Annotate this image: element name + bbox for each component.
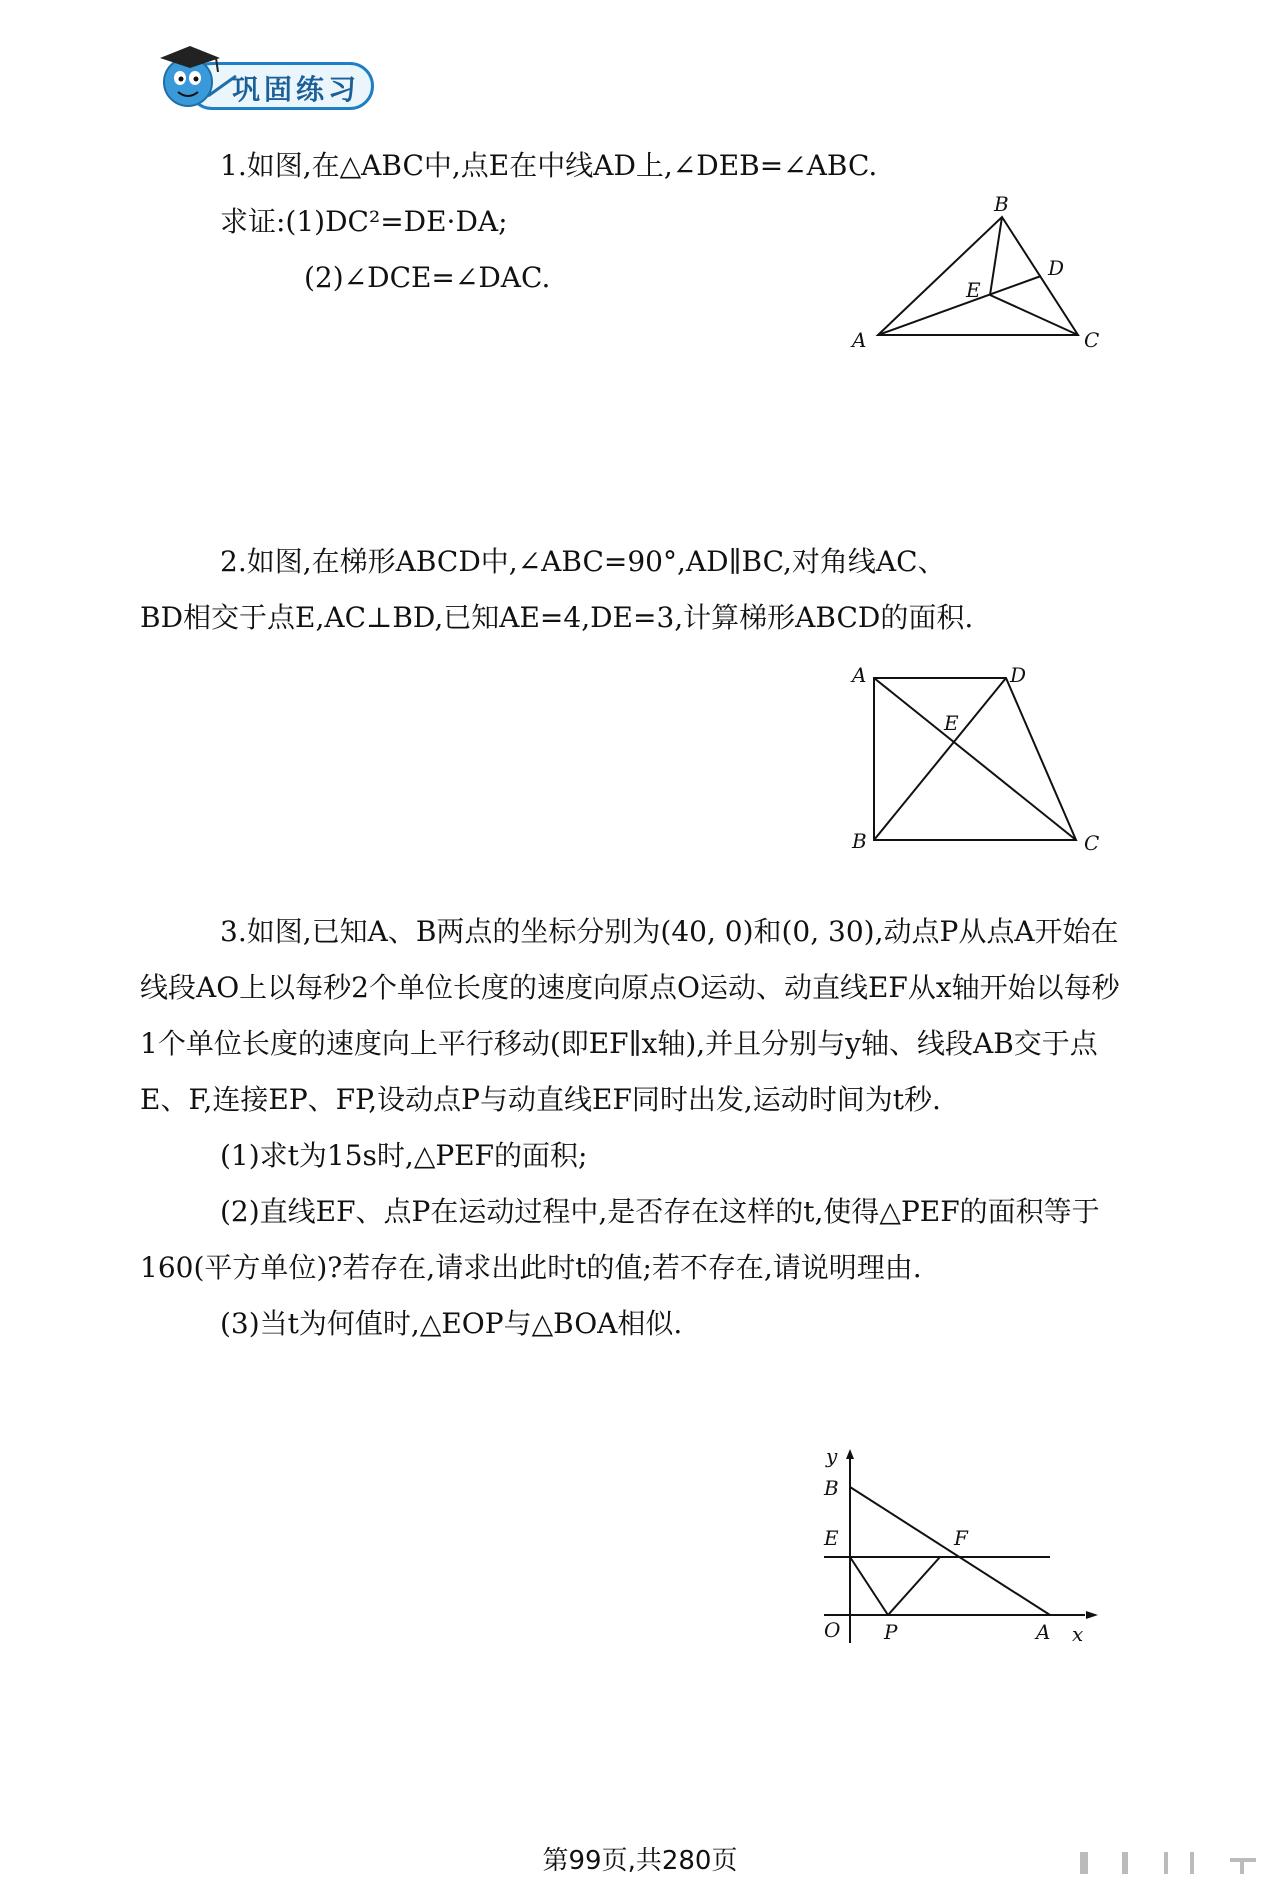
q2-label-e: E — [944, 711, 959, 735]
q3-label-p: P — [884, 1620, 898, 1644]
q2-statement-1: 2.如图,在梯形ABCD中,∠ABC=90°,AD∥BC,对角线AC、 — [220, 545, 946, 578]
q1-statement: 1.如图,在△ABC中,点E在中线AD上,∠DEB=∠ABC. — [220, 149, 878, 182]
q3-statement: 3.如图,已知A、B两点的坐标分别为(40, 0)和(0, 30),动点P从点A开始在线段AO上以每秒2个单位长度的速度向原点O运动、动直线EF从x轴开始以每秒1个单位长度的速度向上平行移动(即EF∥x轴),并且分别与y轴、线段AB交于点E、F,连接EP、FP,设动点P与动直线EF同时出发,运动时间为t秒. — [140, 915, 1120, 1116]
q3-label-a: A — [1036, 1620, 1051, 1644]
q2-statement-2: BD相交于点E,AC⊥BD,已知AE=4,DE=3,计算梯形ABCD的面积. — [140, 601, 974, 634]
q1-label-d: D — [1048, 256, 1065, 280]
q1-label-a: A — [852, 328, 867, 352]
page-indicator: 第99页,共280页 — [542, 1846, 738, 1876]
q3-axis-x-label: x — [1072, 1622, 1084, 1646]
q1-label-b: B — [994, 192, 1009, 216]
q3-part-3: (3)当t为何值时,△EOP与△BOA相似. — [220, 1307, 683, 1340]
q3-axis-y-label: y — [826, 1444, 838, 1468]
q1-label-c: C — [1084, 328, 1100, 352]
q2-label-a: A — [852, 663, 867, 687]
question-3 — [140, 904, 1130, 1352]
q3-part-1: (1)求t为15s时,△PEF的面积; — [220, 1139, 588, 1172]
q3-label-e: E — [824, 1526, 839, 1550]
q2-label-b: B — [852, 829, 867, 853]
q1-prove-1: 求证:(1)DC²=DE·DA; — [220, 205, 508, 238]
question-2 — [140, 534, 1130, 646]
section-title: 巩固练习 — [232, 73, 361, 106]
q3-label-o: O — [824, 1618, 841, 1642]
q2-label-d: D — [1010, 663, 1027, 687]
q3-coordinate-figure — [810, 1445, 1110, 1665]
q2-trapezoid-figure — [840, 660, 1120, 860]
q3-label-b: B — [824, 1476, 839, 1500]
mascot-icon — [140, 40, 240, 110]
section-header — [140, 40, 380, 110]
q3-part-2: (2)直线EF、点P在运动过程中,是否存在这样的t,使得△PEF的面积等于160(平方单位)?若存在,请求出此时t的值;若不存在,请说明理由. — [140, 1195, 1100, 1284]
scan-marks-icon — [1080, 1848, 1260, 1876]
q1-triangle-figure — [840, 192, 1120, 425]
q2-label-c: C — [1084, 831, 1100, 855]
q1-label-e: E — [966, 278, 981, 302]
q1-prove-2: (2)∠DCE=∠DAC. — [304, 261, 551, 294]
q3-label-f: F — [954, 1526, 968, 1550]
